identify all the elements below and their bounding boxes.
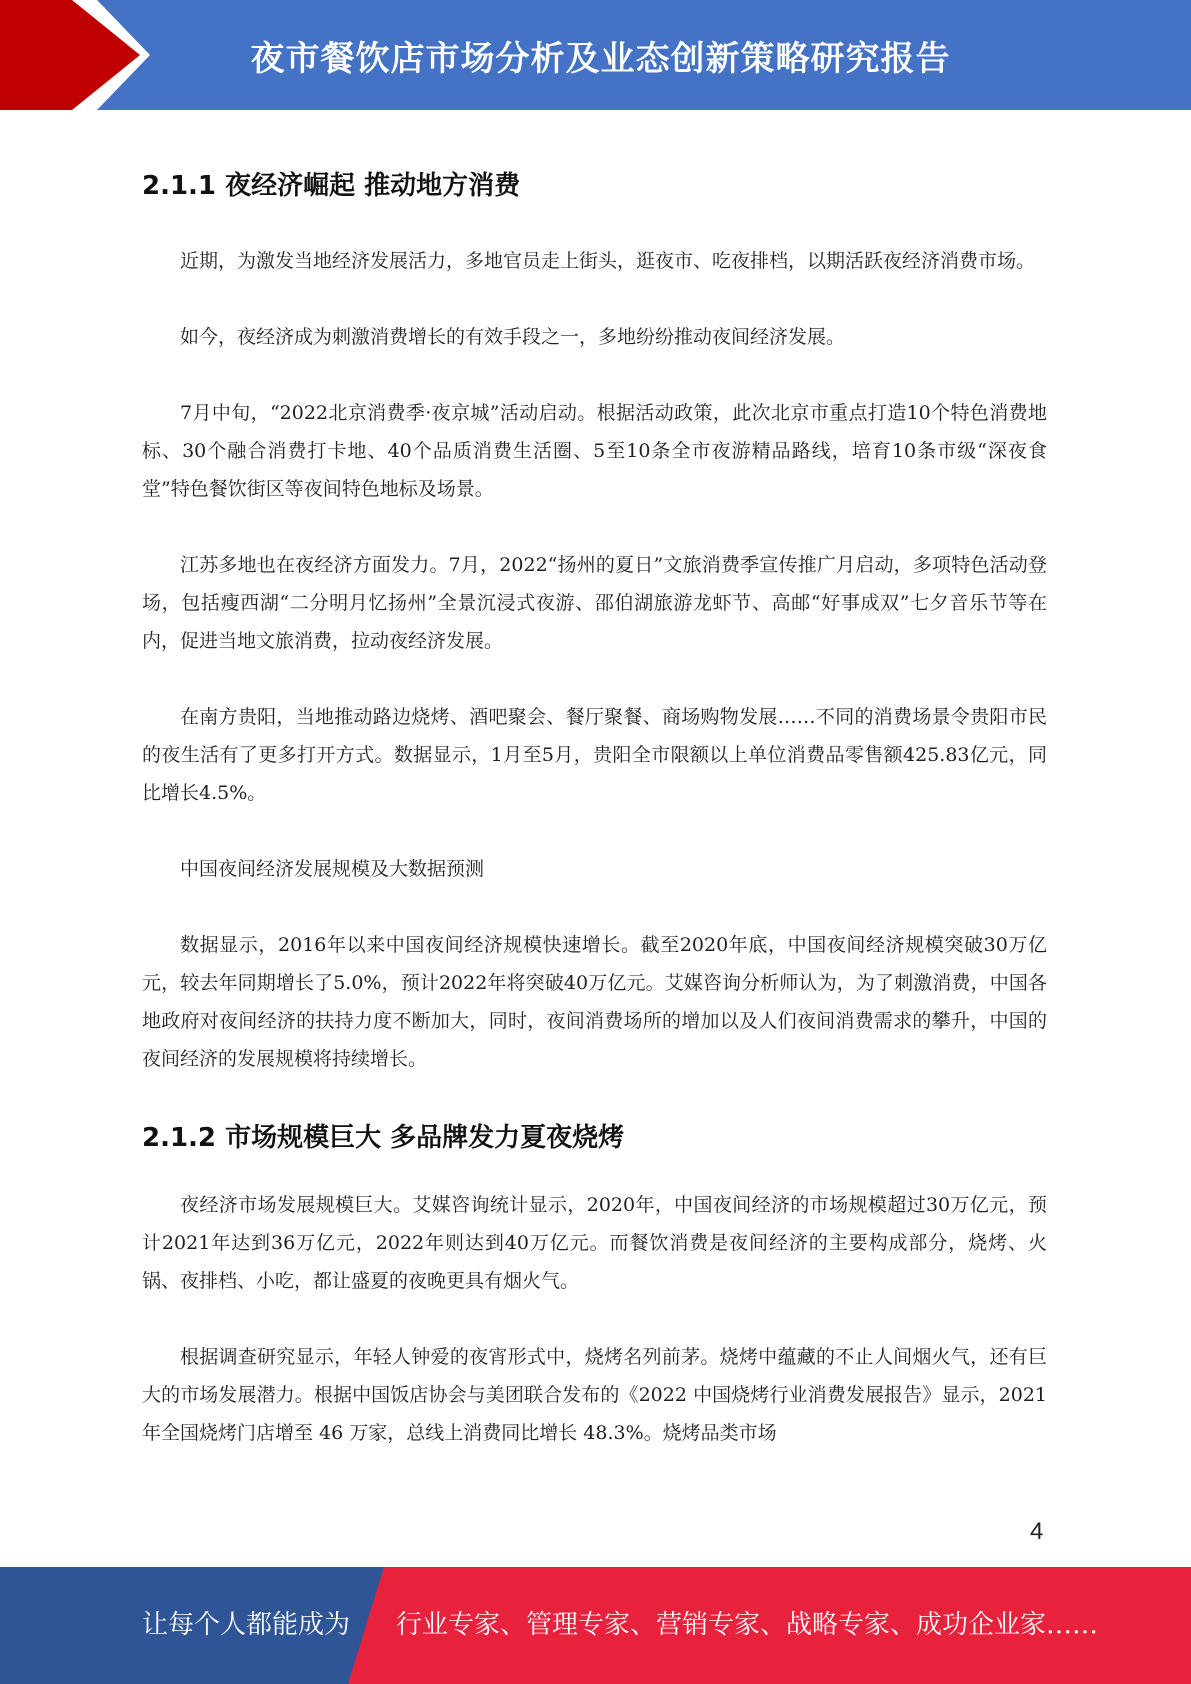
paragraph: 夜经济市场发展规模巨大。艾媒咨询统计显示，2020年，中国夜间经济的市场规模超过30万亿元，预计2021年达到36万亿元，2022年则达到40万亿元。而餐饮消费是夜间经济的主要构成部分，烧烤、火锅、夜排档、小吃，都让盛夏的夜晚更具有烟火气。 [142, 1194, 1047, 1292]
page-header [0, 0, 1191, 110]
page-number: 4 [1030, 1518, 1044, 1545]
section-heading-2-1-2: 2.1.2 市场规模巨大 多品牌发力夏夜烧烤 [142, 1123, 625, 1153]
report-title: 夜市餐饮店市场分析及业态创新策略研究报告 [250, 38, 951, 79]
document-body [142, 150, 1047, 1490]
paragraph: 根据调查研究显示，年轻人钟爱的夜宵形式中，烧烤名列前茅。烧烤中蕴藏的不止人间烟火气，还有巨大的市场发展潜力。根据中国饭店协会与美团联合发布的《2022 中国烧烤行业消费发展报告》显示，2021 年全国烧烤门店增至 46 万家，总线上消费同比增长 48.3%。烧烤品类市场 [142, 1346, 1047, 1444]
paragraph: 在南方贵阳，当地推动路边烧烤、酒吧聚会、餐厅聚餐、商场购物发展……不同的消费场景令贵阳市民的夜生活有了更多打开方式。数据显示，1月至5月，贵阳全市限额以上单位消费品零售额425.83亿元，同比增长4.5%。 [142, 706, 1047, 804]
paragraph: 7月中旬，“2022北京消费季·夜京城”活动启动。根据活动政策，此次北京市重点打造10个特色消费地标、30个融合消费打卡地、40个品质消费生活圈、5至10条全市夜游精品路线，培育10条市级“深夜食堂”特色餐饮街区等夜间特色地标及场景。 [142, 402, 1047, 500]
paragraph: 如今，夜经济成为刺激消费增长的有效手段之一，多地纷纷推动夜间经济发展。 [180, 326, 846, 348]
footer-slogan-left: 让每个人都能成为 [142, 1610, 351, 1640]
paragraph: 江苏多地也在夜经济方面发力。7月，2022“扬州的夏日”文旅消费季宣传推广月启动，多项特色活动登场，包括瘦西湖“二分明月忆扬州”全景沉浸式夜游、邵伯湖旅游龙虾节、高邮“好事成双”七夕音乐节等在内，促进当地文旅消费，拉动夜经济发展。 [142, 554, 1047, 652]
page-footer [0, 1567, 1191, 1684]
section-heading-2-1-1: 2.1.1 夜经济崛起 推动地方消费 [142, 171, 521, 201]
figure-caption: 中国夜间经济发展规模及大数据预测 [180, 858, 485, 880]
paragraph: 数据显示，2016年以来中国夜间经济规模快速增长。截至2020年底，中国夜间经济规模突破30万亿元，较去年同期增长了5.0%，预计2022年将突破40万亿元。艾媒咨询分析师认为，为了刺激消费，中国各地政府对夜间经济的扶持力度不断加大，同时，夜间消费场所的增加以及人们夜间消费需求的攀升，中国的夜间经济的发展规模将持续增长。 [142, 934, 1047, 1070]
footer-slogan-right: 行业专家、管理专家、营销专家、战略专家、成功企业家…… [396, 1610, 1099, 1640]
paragraph: 近期，为激发当地经济发展活力，多地官员走上街头，逛夜市、吃夜排档，以期活跃夜经济消费市场。 [180, 250, 1036, 272]
